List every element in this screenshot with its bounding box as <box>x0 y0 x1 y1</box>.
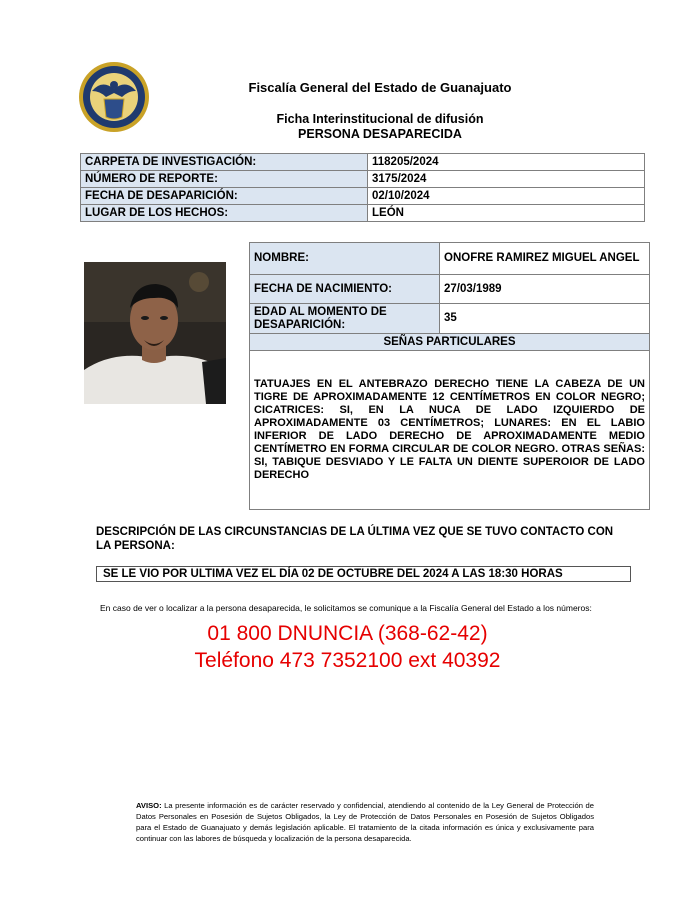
age-label: EDAD AL MOMENTO DE DESAPARICIÓN: <box>250 304 440 334</box>
case-label: CARPETA DE INVESTIGACIÓN: <box>81 154 368 171</box>
case-value: 02/10/2024 <box>368 188 645 205</box>
age-value: 35 <box>440 304 650 334</box>
senas-header: SEÑAS PARTICULARES <box>250 334 650 351</box>
contact-instruction: En caso de ver o localizar a la persona desaparecida, le solicitamos se comunique a la Fiscalía General del Estado a los números: <box>100 603 592 613</box>
case-label: LUGAR DE LOS HECHOS: <box>81 205 368 222</box>
last-seen-box: SE LE VIO POR ULTIMA VEZ EL DÍA 02 DE OCTUBRE DEL 2024 A LAS 18:30 HORAS <box>96 566 631 582</box>
dob-label: FECHA DE NACIMIENTO: <box>250 275 440 304</box>
privacy-notice <box>136 800 594 844</box>
case-value: LEÓN <box>368 205 645 222</box>
case-row-lugar <box>81 205 645 222</box>
person-photo <box>84 262 226 404</box>
senas-text: TATUAJES EN EL ANTEBRAZO DERECHO TIENE LA CABEZA DE UN TIGRE DE APROXIMADAMENTE 12 CENTÍMETROS EN COLOR NEGRO; CICATRICES: SI, EN LA NUCA DE LADO IZQUIERDO DE APROXIMADAMENTE 03 CENTÍMETROS; LUNARES: EN EL LABIO INFERIOR DE LADO DERECHO DE APROXIMADAMENTE MEDIO CENTÍMETRO EN FORMA CIRCULAR DE COLOR NEGRO. OTRAS SEÑAS: SI, TABIQUE DESVIADO Y LE FALTA UN DIENTE SUPEROIOR DE LADO DERECHO <box>250 351 650 510</box>
case-row-fecha <box>81 188 645 205</box>
aviso-label: AVISO: <box>136 801 162 810</box>
case-value: 3175/2024 <box>368 171 645 188</box>
case-row-carpeta <box>81 154 645 171</box>
document-title: PERSONA DESAPARECIDA <box>298 127 462 141</box>
document-subtitle: Ficha Interinstitucional de difusión <box>276 112 484 126</box>
hotline-number: 01 800 DNUNCIA (368-62-42) <box>207 622 488 645</box>
person-row-age <box>250 304 650 334</box>
case-label: FECHA DE DESAPARICIÓN: <box>81 188 368 205</box>
case-value: 118205/2024 <box>368 154 645 171</box>
person-info-table <box>249 242 650 510</box>
name-value: ONOFRE RAMIREZ MIGUEL ANGEL <box>440 243 650 275</box>
senas-header-row <box>250 334 650 351</box>
case-label: NÚMERO DE REPORTE: <box>81 171 368 188</box>
person-row-name <box>250 243 650 275</box>
senas-body-row <box>250 351 650 510</box>
circumstances-title: DESCRIPCIÓN DE LAS CIRCUNSTANCIAS DE LA ÚLTIMA VEZ QUE SE TUVO CONTACTO CON LA PERSONA: <box>96 526 614 552</box>
case-info-table <box>80 153 645 222</box>
aviso-text: La presente información es de carácter reservado y confidencial, atendiendo al contenido de la Ley General de Protección de Datos Personales en Posesión de Sujetos Obligados, la Ley de Protección de Datos Personales en Posesión de Sujetos Obligados para el Estado de Guanajuato y demás legislación aplicable. El tratamiento de la citada información es única y exclusivamente para continuar con las labores de búsqueda y localización de la persona desaparecida. <box>136 801 594 843</box>
agency-title: Fiscalía General del Estado de Guanajuato <box>248 80 512 95</box>
phone-number: Teléfono 473 7352100 ext 40392 <box>194 649 501 672</box>
dob-value: 27/03/1989 <box>440 275 650 304</box>
person-row-dob <box>250 275 650 304</box>
fiscalia-seal-icon <box>78 61 150 133</box>
name-label: NOMBRE: <box>250 243 440 275</box>
case-row-reporte <box>81 171 645 188</box>
